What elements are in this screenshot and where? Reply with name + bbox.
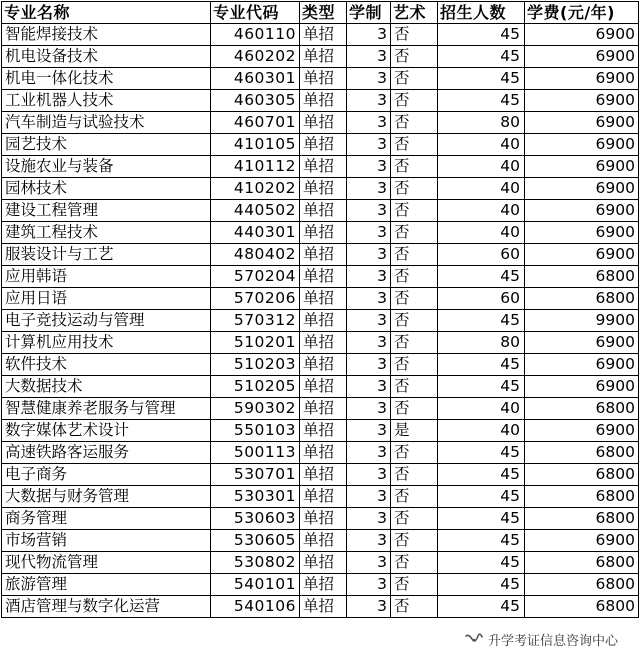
art-cell: 否 [391, 244, 438, 266]
major-code-cell: 460202 [211, 46, 300, 68]
enrollment-cell: 45 [438, 508, 525, 530]
table-row [2, 398, 639, 420]
type-cell: 单招 [300, 574, 347, 596]
type-cell: 单招 [300, 332, 347, 354]
major-code-cell: 410112 [211, 156, 300, 178]
enrollment-cell: 45 [438, 530, 525, 552]
major-name-cell: 建筑工程技术 [2, 222, 211, 244]
duration-cell: 3 [347, 112, 391, 134]
header-cell: 专业名称 [2, 2, 211, 24]
major-code-cell: 540106 [211, 596, 300, 618]
enrollment-cell: 45 [438, 596, 525, 618]
art-cell: 否 [391, 552, 438, 574]
duration-cell: 3 [347, 508, 391, 530]
enrollment-cell: 45 [438, 310, 525, 332]
tuition-cell: 6800 [525, 552, 639, 574]
table-row [2, 376, 639, 398]
table-row [2, 288, 639, 310]
tuition-cell: 6800 [525, 464, 639, 486]
art-cell: 是 [391, 420, 438, 442]
header-cell: 艺术 [391, 2, 438, 24]
art-cell: 否 [391, 596, 438, 618]
duration-cell: 3 [347, 464, 391, 486]
art-cell: 否 [391, 574, 438, 596]
major-name-cell: 市场营销 [2, 530, 211, 552]
enrollment-cell: 45 [438, 376, 525, 398]
type-cell: 单招 [300, 530, 347, 552]
header-cell: 专业代码 [211, 2, 300, 24]
tuition-cell: 6800 [525, 596, 639, 618]
tuition-cell: 6900 [525, 24, 639, 46]
watermark [465, 630, 618, 649]
major-code-cell: 570204 [211, 266, 300, 288]
tuition-cell: 6900 [525, 530, 639, 552]
enrollment-cell: 45 [438, 442, 525, 464]
tuition-cell: 6900 [525, 46, 639, 68]
duration-cell: 3 [347, 442, 391, 464]
type-cell: 单招 [300, 376, 347, 398]
art-cell: 否 [391, 134, 438, 156]
duration-cell: 3 [347, 200, 391, 222]
tuition-cell: 6900 [525, 112, 639, 134]
enrollment-cell: 45 [438, 464, 525, 486]
table-row [2, 156, 639, 178]
tuition-cell: 6800 [525, 398, 639, 420]
major-code-cell: 550103 [211, 420, 300, 442]
major-name-cell: 软件技术 [2, 354, 211, 376]
art-cell: 否 [391, 222, 438, 244]
tuition-cell: 6900 [525, 244, 639, 266]
major-code-cell: 500113 [211, 442, 300, 464]
duration-cell: 3 [347, 46, 391, 68]
major-name-cell: 应用日语 [2, 288, 211, 310]
enrollment-cell: 45 [438, 266, 525, 288]
tuition-cell: 6900 [525, 68, 639, 90]
major-code-cell: 530605 [211, 530, 300, 552]
table-row [2, 420, 639, 442]
type-cell: 单招 [300, 24, 347, 46]
duration-cell: 3 [347, 530, 391, 552]
major-name-cell: 园艺技术 [2, 134, 211, 156]
type-cell: 单招 [300, 244, 347, 266]
tuition-cell: 6900 [525, 332, 639, 354]
table-row [2, 310, 639, 332]
enrollment-cell: 40 [438, 200, 525, 222]
major-code-cell: 510205 [211, 376, 300, 398]
table-row [2, 332, 639, 354]
tuition-cell: 6900 [525, 376, 639, 398]
enrollment-cell: 40 [438, 398, 525, 420]
major-name-cell: 智能焊接技术 [2, 24, 211, 46]
enrollment-cell: 45 [438, 90, 525, 112]
enrollment-cell: 40 [438, 156, 525, 178]
art-cell: 否 [391, 24, 438, 46]
table-row [2, 266, 639, 288]
major-code-cell: 510201 [211, 332, 300, 354]
enrollment-cell: 45 [438, 574, 525, 596]
table-row [2, 552, 639, 574]
watermark-text: 升学考证信息咨询中心 [487, 634, 618, 649]
type-cell: 单招 [300, 486, 347, 508]
table-row [2, 464, 639, 486]
major-code-cell: 570312 [211, 310, 300, 332]
duration-cell: 3 [347, 574, 391, 596]
art-cell: 否 [391, 354, 438, 376]
major-code-cell: 460301 [211, 68, 300, 90]
duration-cell: 3 [347, 354, 391, 376]
major-name-cell: 大数据与财务管理 [2, 486, 211, 508]
enrollment-cell: 80 [438, 112, 525, 134]
major-name-cell: 智慧健康养老服务与管理 [2, 398, 211, 420]
type-cell: 单招 [300, 46, 347, 68]
major-code-cell: 530701 [211, 464, 300, 486]
major-name-cell: 大数据技术 [2, 376, 211, 398]
tuition-cell: 6900 [525, 90, 639, 112]
tuition-cell: 6800 [525, 508, 639, 530]
duration-cell: 3 [347, 486, 391, 508]
tuition-cell: 6900 [525, 222, 639, 244]
type-cell: 单招 [300, 266, 347, 288]
duration-cell: 3 [347, 398, 391, 420]
major-name-cell: 服装设计与工艺 [2, 244, 211, 266]
type-cell: 单招 [300, 552, 347, 574]
tuition-cell: 6900 [525, 420, 639, 442]
table-row [2, 508, 639, 530]
duration-cell: 3 [347, 24, 391, 46]
header-cell: 学费(元/年) [525, 2, 639, 24]
major-code-cell: 460305 [211, 90, 300, 112]
type-cell: 单招 [300, 90, 347, 112]
type-cell: 单招 [300, 222, 347, 244]
major-name-cell: 数字媒体艺术设计 [2, 420, 211, 442]
major-code-cell: 590302 [211, 398, 300, 420]
type-cell: 单招 [300, 68, 347, 90]
type-cell: 单招 [300, 156, 347, 178]
duration-cell: 3 [347, 596, 391, 618]
major-code-cell: 460110 [211, 24, 300, 46]
header-cell: 类型 [300, 2, 347, 24]
major-name-cell: 电子商务 [2, 464, 211, 486]
major-name-cell: 机电一体化技术 [2, 68, 211, 90]
table-row [2, 178, 639, 200]
major-table [1, 1, 639, 618]
art-cell: 否 [391, 200, 438, 222]
art-cell: 否 [391, 90, 438, 112]
table-row [2, 244, 639, 266]
art-cell: 否 [391, 266, 438, 288]
enrollment-cell: 45 [438, 354, 525, 376]
art-cell: 否 [391, 178, 438, 200]
major-name-cell: 旅游管理 [2, 574, 211, 596]
enrollment-cell: 40 [438, 420, 525, 442]
type-cell: 单招 [300, 112, 347, 134]
header-cell: 学制 [347, 2, 391, 24]
enrollment-cell: 45 [438, 486, 525, 508]
enrollment-cell: 40 [438, 178, 525, 200]
type-cell: 单招 [300, 288, 347, 310]
type-cell: 单招 [300, 310, 347, 332]
major-code-cell: 410105 [211, 134, 300, 156]
art-cell: 否 [391, 508, 438, 530]
enrollment-cell: 60 [438, 288, 525, 310]
major-code-cell: 460701 [211, 112, 300, 134]
duration-cell: 3 [347, 68, 391, 90]
art-cell: 否 [391, 156, 438, 178]
table-row [2, 112, 639, 134]
major-name-cell: 现代物流管理 [2, 552, 211, 574]
art-cell: 否 [391, 376, 438, 398]
major-name-cell: 酒店管理与数字化运营 [2, 596, 211, 618]
major-code-cell: 480402 [211, 244, 300, 266]
major-code-cell: 530301 [211, 486, 300, 508]
table-row [2, 90, 639, 112]
table-row [2, 46, 639, 68]
major-code-cell: 440502 [211, 200, 300, 222]
table-row [2, 222, 639, 244]
duration-cell: 3 [347, 332, 391, 354]
major-name-cell: 机电设备技术 [2, 46, 211, 68]
duration-cell: 3 [347, 222, 391, 244]
art-cell: 否 [391, 464, 438, 486]
major-code-cell: 530802 [211, 552, 300, 574]
table-header-row [2, 2, 639, 24]
enrollment-cell: 80 [438, 332, 525, 354]
major-name-cell: 商务管理 [2, 508, 211, 530]
duration-cell: 3 [347, 288, 391, 310]
major-name-cell: 汽车制造与试验技术 [2, 112, 211, 134]
table-row [2, 200, 639, 222]
table-row [2, 134, 639, 156]
tuition-cell: 6900 [525, 200, 639, 222]
table-row [2, 68, 639, 90]
tuition-cell: 6800 [525, 288, 639, 310]
art-cell: 否 [391, 288, 438, 310]
tuition-cell: 6800 [525, 574, 639, 596]
table-row [2, 354, 639, 376]
type-cell: 单招 [300, 442, 347, 464]
tuition-cell: 6800 [525, 486, 639, 508]
major-name-cell: 设施农业与装备 [2, 156, 211, 178]
tuition-cell: 6800 [525, 442, 639, 464]
enrollment-cell: 45 [438, 68, 525, 90]
table-row [2, 530, 639, 552]
type-cell: 单招 [300, 354, 347, 376]
type-cell: 单招 [300, 178, 347, 200]
tuition-cell: 9900 [525, 310, 639, 332]
tuition-cell: 6900 [525, 354, 639, 376]
table-row [2, 442, 639, 464]
type-cell: 单招 [300, 398, 347, 420]
major-code-cell: 510203 [211, 354, 300, 376]
duration-cell: 3 [347, 178, 391, 200]
major-code-cell: 570206 [211, 288, 300, 310]
art-cell: 否 [391, 332, 438, 354]
table-row [2, 574, 639, 596]
duration-cell: 3 [347, 156, 391, 178]
enrollment-cell: 45 [438, 552, 525, 574]
type-cell: 单招 [300, 596, 347, 618]
major-code-cell: 530603 [211, 508, 300, 530]
art-cell: 否 [391, 530, 438, 552]
art-cell: 否 [391, 442, 438, 464]
major-name-cell: 高速铁路客运服务 [2, 442, 211, 464]
art-cell: 否 [391, 398, 438, 420]
enrollment-cell: 40 [438, 222, 525, 244]
major-name-cell: 工业机器人技术 [2, 90, 211, 112]
duration-cell: 3 [347, 376, 391, 398]
tuition-cell: 6800 [525, 266, 639, 288]
duration-cell: 3 [347, 244, 391, 266]
type-cell: 单招 [300, 134, 347, 156]
table-row [2, 24, 639, 46]
header-cell: 招生人数 [438, 2, 525, 24]
type-cell: 单招 [300, 508, 347, 530]
major-name-cell: 应用韩语 [2, 266, 211, 288]
art-cell: 否 [391, 112, 438, 134]
duration-cell: 3 [347, 90, 391, 112]
art-cell: 否 [391, 46, 438, 68]
duration-cell: 3 [347, 552, 391, 574]
major-name-cell: 计算机应用技术 [2, 332, 211, 354]
tuition-cell: 6900 [525, 178, 639, 200]
tuition-cell: 6900 [525, 134, 639, 156]
table-row [2, 596, 639, 618]
duration-cell: 3 [347, 310, 391, 332]
art-cell: 否 [391, 310, 438, 332]
art-cell: 否 [391, 486, 438, 508]
enrollment-cell: 45 [438, 46, 525, 68]
table-row [2, 486, 639, 508]
tuition-cell: 6900 [525, 156, 639, 178]
duration-cell: 3 [347, 266, 391, 288]
major-name-cell: 园林技术 [2, 178, 211, 200]
art-cell: 否 [391, 68, 438, 90]
major-name-cell: 电子竞技运动与管理 [2, 310, 211, 332]
enrollment-cell: 40 [438, 134, 525, 156]
major-code-cell: 540101 [211, 574, 300, 596]
type-cell: 单招 [300, 200, 347, 222]
type-cell: 单招 [300, 420, 347, 442]
duration-cell: 3 [347, 134, 391, 156]
table-body [2, 24, 639, 618]
wechat-channel-icon [465, 633, 483, 647]
major-code-cell: 410202 [211, 178, 300, 200]
enrollment-cell: 45 [438, 24, 525, 46]
type-cell: 单招 [300, 464, 347, 486]
major-code-cell: 440301 [211, 222, 300, 244]
duration-cell: 3 [347, 420, 391, 442]
major-name-cell: 建设工程管理 [2, 200, 211, 222]
enrollment-cell: 60 [438, 244, 525, 266]
